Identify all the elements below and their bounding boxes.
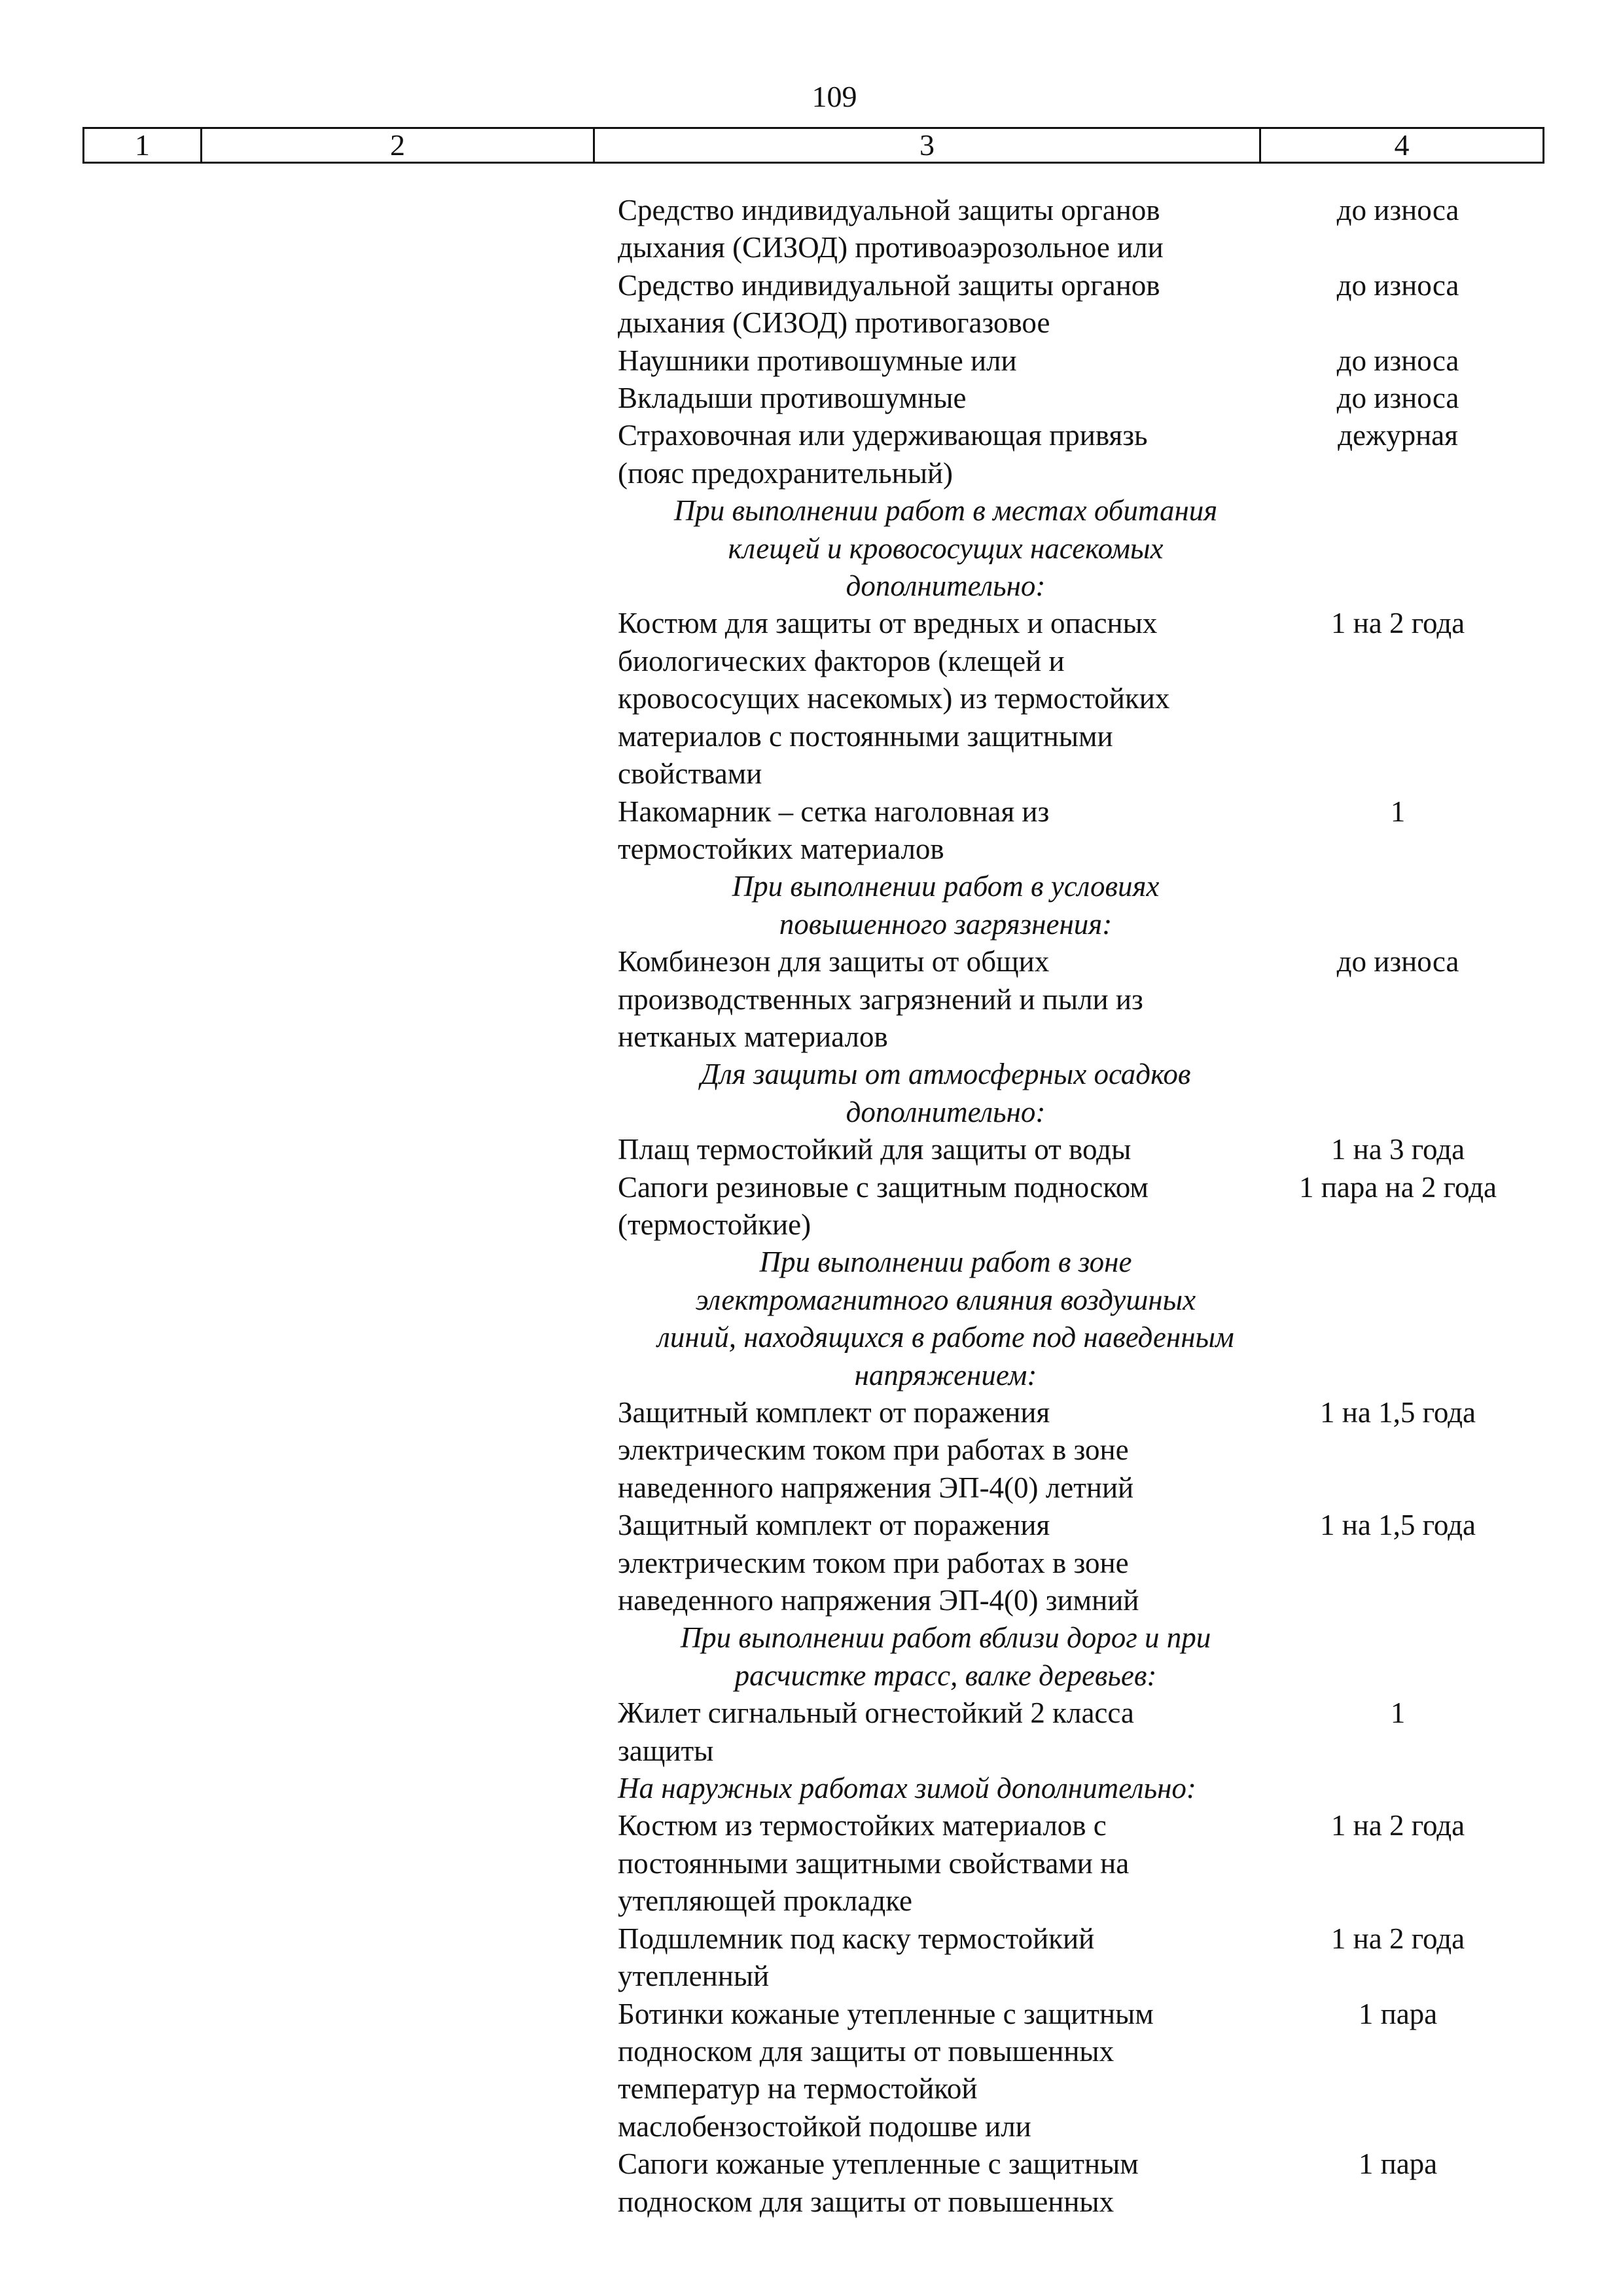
ppe-item-row [0,417,1623,492]
ppe-item-name: Ботинки кожаные утепленные с защитным подноском для защиты от повышенных температур на термостойкой маслобензостойкой подошве или [618,1997,1154,2143]
ppe-item-norm: дежурная [1338,419,1458,452]
ppe-item-name: Комбинезон для защиты от общих производственных загрязнений и пыли из нетканых материалов [618,945,1143,1053]
ppe-item-row [0,1169,1623,1244]
ppe-item-row [0,2145,1623,2221]
ppe-item-name: Средство индивидуальной защиты органов дыхания (СИЗОД) противоаэрозольное или [618,194,1164,264]
ppe-item-name: Костюм для защиты от вредных и опасных биологических факторов (клещей и кровососущих насекомых) из термостойких материалов с постоянными защитными свойствами [618,607,1170,791]
ppe-item-norm: до износа [1336,945,1459,978]
page-number: 109 [812,80,857,113]
section-heading: На наружных работах зимой дополнительно: [618,1772,1196,1805]
ppe-item-norm: 1 пара на 2 года [1299,1170,1497,1204]
ppe-item-name: Наушники противошумные или [618,344,1017,377]
ppe-item-name: Страховочная или удерживающая привязь (пояс предохранительный) [618,419,1148,490]
ppe-item-row [0,793,1623,869]
ppe-item-row [0,1807,1623,1920]
ppe-item-norm: 1 на 1,5 года [1320,1396,1476,1429]
ppe-item-name: Плащ термостойкий для защиты от воды [618,1133,1132,1166]
ppe-item-norm: 1 на 3 года [1330,1133,1465,1166]
ppe-item-norm: 1 [1390,1696,1406,1730]
ppe-item-norm: до износа [1336,194,1459,226]
ppe-item-norm: 1 [1390,795,1406,828]
column-header-row [82,127,1544,164]
ppe-item-name: Сапоги резиновые с защитным подноском (термостойкие) [618,1170,1149,1241]
ppe-item-row [0,1920,1623,1996]
column-header-3: 3 [595,129,1261,162]
ppe-item-norm: до износа [1336,268,1459,302]
section-heading: При выполнении работ в условиях повышенного загрязнения: [732,870,1160,941]
ppe-item-name: Средство индивидуальной защиты органов дыхания (СИЗОД) противогазовое [618,268,1160,340]
ppe-item-row [0,1131,1623,1168]
ppe-item-row [0,943,1623,1056]
ppe-item-name: Жилет сигнальный огнестойкий 2 класса защиты [618,1696,1134,1767]
ppe-item-name: Накомарник – сетка наголовная из термостойких материалов [618,795,1050,865]
ppe-item-norm: 1 пара [1358,2147,1438,2181]
ppe-item-row [0,192,1623,267]
ppe-item-row [0,342,1623,380]
ppe-item-row [0,1695,1623,1770]
ppe-list [0,192,1623,2221]
ppe-item-norm: 1 на 1,5 года [1320,1509,1476,1542]
section-heading: При выполнении работ в местах обитания клещей и кровососущих насекомых дополнительно: [673,494,1218,603]
ppe-item-name: Защитный комплект от поражения электрическим током при работах в зоне наведенного напряжения ЭП-4(0) летний [618,1396,1134,1504]
ppe-item-norm: до износа [1336,382,1459,415]
ppe-item-name: Подшлемник под каску термостойкий утепленный [618,1922,1095,1993]
ppe-item-name: Сапоги кожаные утепленные с защитным подноском для защиты от повышенных [618,2147,1139,2218]
ppe-item-name: Костюм из термостойких материалов с постоянными защитными свойствами на утепляющей прокладке [618,1809,1130,1918]
ppe-item-norm: 1 на 2 года [1330,607,1465,640]
ppe-item-norm: до износа [1336,344,1459,377]
column-header-2: 2 [202,129,595,162]
ppe-item-row [0,605,1623,793]
ppe-item-row [0,1507,1623,1619]
column-header-4: 4 [1394,128,1410,162]
ppe-item-norm: 1 на 2 года [1330,1809,1465,1842]
column-header-1: 1 [84,129,202,162]
ppe-item-row [0,1394,1623,1507]
ppe-item-row [0,267,1623,342]
ppe-item-name: Вкладыши противошумные [618,382,967,415]
section-heading: При выполнении работ в зоне электромагнитного влияния воздушных линий, находящихся в работе под наведенным напряжением: [657,1246,1234,1391]
ppe-item-norm: 1 на 2 года [1330,1922,1465,1955]
section-heading: При выполнении работ вблизи дорог и при расчистке трасс, валке деревьев: [680,1621,1211,1692]
section-heading: Для защиты от атмосферных осадков дополнительно: [700,1058,1191,1128]
ppe-item-norm: 1 пара [1358,1997,1438,2030]
ppe-item-row [0,1996,1623,2146]
ppe-item-name: Защитный комплект от поражения электрическим током при работах в зоне наведенного напряжения ЭП-4(0) зимний [618,1509,1139,1617]
ppe-item-row [0,380,1623,417]
